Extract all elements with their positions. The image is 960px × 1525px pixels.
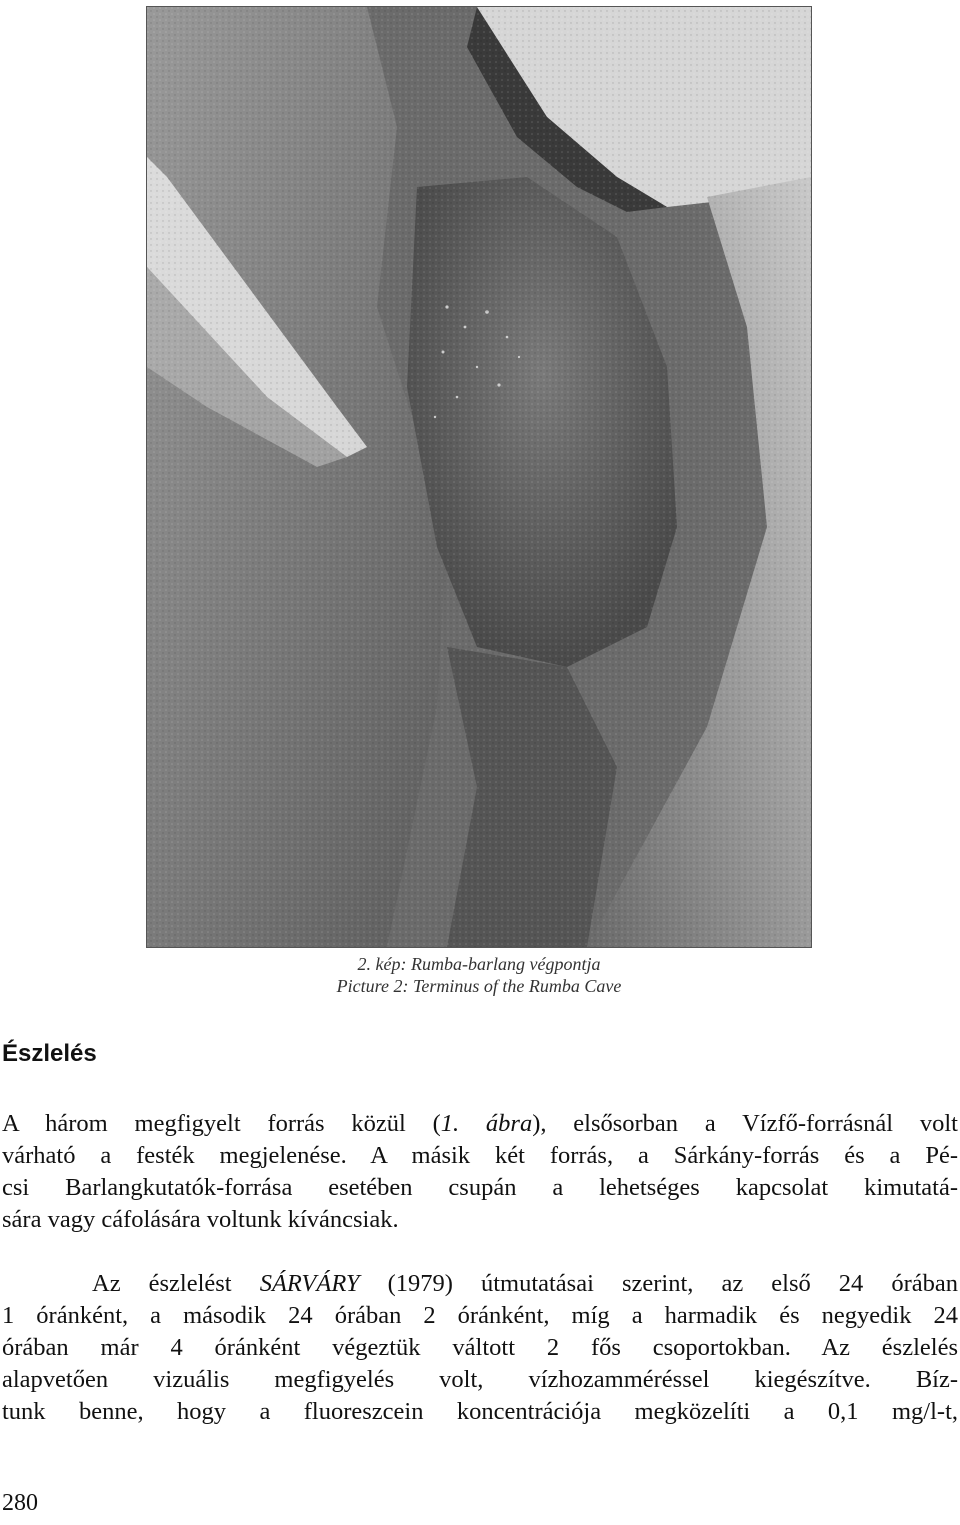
text-segment: A három megfigyelt forrás közül ( bbox=[2, 1110, 441, 1137]
text-segment: (1979) útmutatásai szerint, az első 24 órában bbox=[359, 1270, 959, 1297]
paragraph-observation-2 bbox=[2, 1268, 958, 1428]
text-segment: ), elsősorban a Vízfő-forrásnál volt bbox=[532, 1110, 958, 1137]
cave-photo bbox=[146, 6, 812, 948]
author-citation: SÁRVÁRY bbox=[259, 1270, 360, 1297]
paragraph-line: órában már 4 óránként végeztük váltott 2 fős csoportokban. Az észlelés bbox=[2, 1334, 958, 1361]
paragraph-line: alapvetően vizuális megfigyelés volt, vízhozamméréssel kiegészítve. Bíz- bbox=[2, 1366, 958, 1393]
paragraph-line: csi Barlangkutatók-forrása esetében csupán a lehetséges kapcsolat kimutatá- bbox=[2, 1174, 958, 1201]
paragraph-line: sára vagy cáfolására voltunk kíváncsiak. bbox=[2, 1206, 399, 1233]
paragraph-line: várható a festék megjelenése. A másik két forrás, a Sárkány-forrás és a Pé- bbox=[2, 1142, 958, 1169]
paragraph-line bbox=[2, 1268, 958, 1300]
paragraph-line: tunk benne, hogy a fluoreszcein koncentrációja megközelíti a 0,1 mg/l-t, bbox=[2, 1398, 958, 1425]
section-title: Észlelés bbox=[2, 1040, 97, 1067]
cave-photo-icon bbox=[147, 7, 811, 947]
paragraph-line bbox=[2, 1108, 958, 1140]
page-number: 280 bbox=[2, 1490, 38, 1516]
figure-reference: 1. ábra bbox=[440, 1110, 533, 1137]
figure-caption-hu: 2. kép: Rumba-barlang végpontja bbox=[357, 954, 601, 974]
text-segment: Az észlelést bbox=[92, 1270, 260, 1297]
figure-caption-en: Picture 2: Terminus of the Rumba Cave bbox=[336, 976, 622, 996]
paragraph-observation-1 bbox=[2, 1108, 958, 1236]
paragraph-line: 1 óránként, a második 24 órában 2 óránként, míg a harmadik és negyedik 24 bbox=[2, 1302, 958, 1329]
